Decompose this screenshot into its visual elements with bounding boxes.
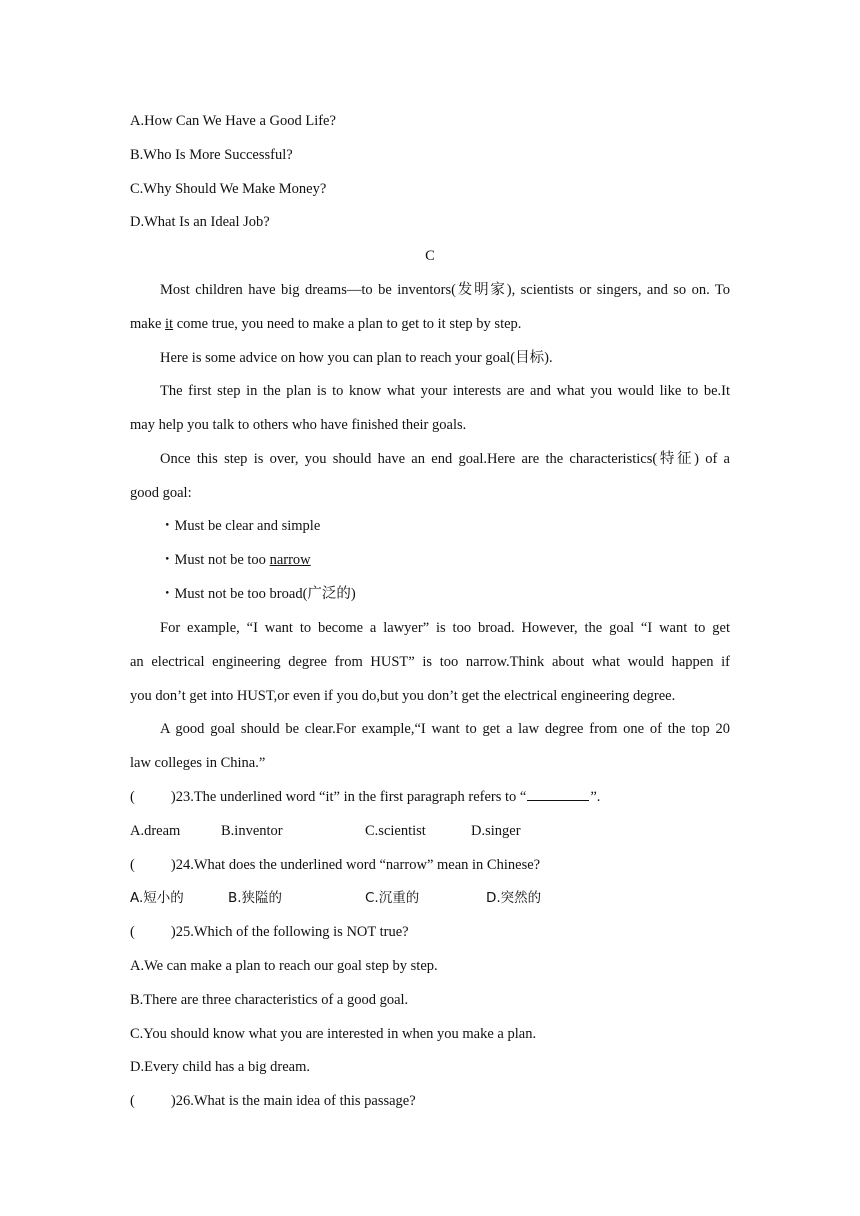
answer-paren-open: ( (130, 789, 135, 805)
q23-option-c: C.scientist (365, 823, 426, 839)
question-26 (130, 1091, 730, 1111)
bullet-item: ・Must be clear and simple (160, 518, 321, 534)
passage-p3-line2: may help you talk to others who have finished their goals. (130, 417, 467, 433)
answer-paren-open: ( (130, 857, 135, 873)
answer-paren-close: ) (170, 1093, 176, 1109)
q24-option-b: B.狭隘的 (228, 890, 283, 906)
q25-option-d: D.Every child has a big dream. (130, 1059, 310, 1075)
q24-options (130, 888, 730, 908)
passage-p4-line2: good goal: (130, 485, 192, 501)
q23-options (130, 821, 730, 841)
question-stem-end: ”. (590, 789, 601, 805)
underlined-word-narrow: narrow (269, 552, 311, 568)
question-stem: 23.The underlined word “it” in the first paragraph refers to “ (175, 789, 527, 805)
passage-p5-line3: you don’t get into HUST,or even if you do,but you don’t get the electrical engineering degree. (130, 688, 676, 704)
bullet-item: ・Must not be too broad(广泛的) (160, 586, 356, 602)
passage-p1-line2 (130, 314, 730, 334)
option-b: B.Who Is More Successful? (130, 147, 293, 163)
passage-p3-line1: The first step in the plan is to know what your interests are and what you would like to be.It (160, 383, 730, 399)
section-label: C (425, 248, 435, 264)
option-c: C.Why Should We Make Money? (130, 181, 327, 197)
passage-p4-line1: Once this step is over, you should have an end goal.Here are the characteristics(特征) of a (160, 451, 730, 467)
option-a: A.How Can We Have a Good Life? (130, 113, 336, 129)
q25-option-c: C.You should know what you are interested in when you make a plan. (130, 1026, 537, 1042)
passage-p2: Here is some advice on how you can plan to reach your goal(目标). (160, 350, 553, 366)
q25-option-a: A.We can make a plan to reach our goal step by step. (130, 958, 438, 974)
passage-p1-line1: Most children have big dreams—to be inventors(发明家), scientists or singers, and so on. To (160, 282, 730, 298)
q23-option-d: D.singer (471, 823, 521, 839)
answer-paren-open: ( (130, 1093, 135, 1109)
question-23 (130, 787, 730, 807)
q24-option-a: A.短小的 (130, 890, 184, 906)
passage-p5-line2: an electrical engineering degree from HUST” is too narrow.Think about what would happen if (130, 654, 730, 670)
answer-paren-open: ( (130, 924, 135, 940)
q23-option-a: A.dream (130, 823, 181, 839)
q25-option-b: B.There are three characteristics of a good goal. (130, 992, 409, 1008)
fill-in-blank[interactable] (527, 788, 589, 801)
passage-p5-line1: For example, “I want to become a lawyer” is too broad. However, the goal “I want to get (160, 620, 730, 636)
question-stem: 24.What does the underlined word “narrow” mean in Chinese? (175, 857, 541, 873)
bullet-item (160, 550, 760, 570)
passage-p6-line1: A good goal should be clear.For example,“I want to get a law degree from one of the top 20 (160, 721, 730, 737)
question-24 (130, 855, 730, 875)
text-segment: ・Must not be too (160, 552, 270, 568)
answer-paren-close: ) (170, 789, 176, 805)
question-stem: 26.What is the main idea of this passage? (175, 1093, 416, 1109)
text-segment: make (130, 316, 166, 332)
answer-paren-close: ) (170, 924, 176, 940)
answer-paren-close: ) (170, 857, 176, 873)
q23-option-b: B.inventor (221, 823, 283, 839)
q24-option-c: C.沉重的 (365, 890, 420, 906)
text-segment: come true, you need to make a plan to get to it step by step. (173, 316, 522, 332)
option-d: D.What Is an Ideal Job? (130, 214, 270, 230)
passage-p6-line2: law colleges in China.” (130, 755, 266, 771)
q24-option-d: D.突然的 (486, 890, 542, 906)
question-25 (130, 922, 730, 942)
question-stem: 25.Which of the following is NOT true? (175, 924, 409, 940)
underlined-word-it: it (165, 316, 174, 332)
